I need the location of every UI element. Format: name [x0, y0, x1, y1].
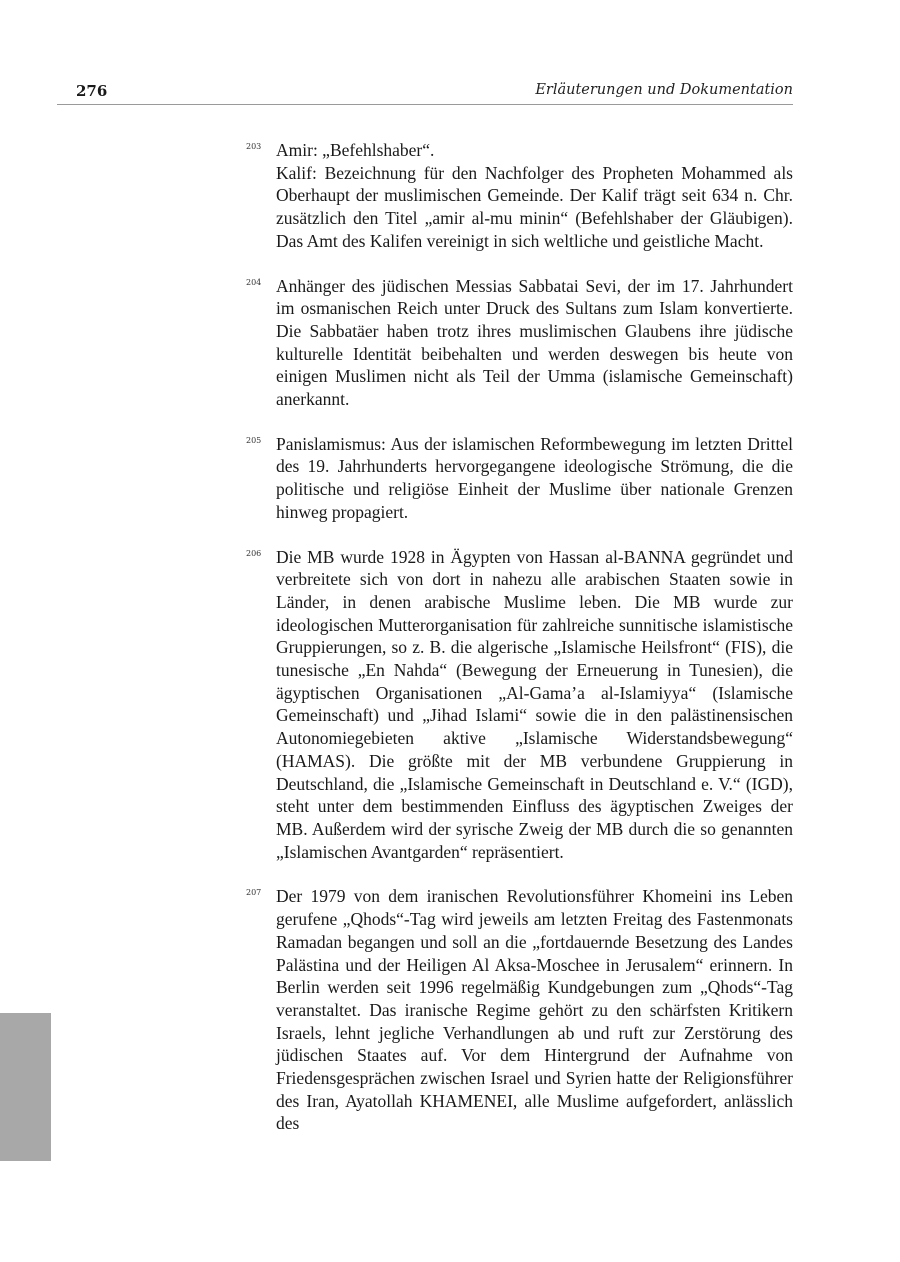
- note-number: 204: [246, 277, 262, 287]
- endnote-206: [243, 546, 793, 864]
- page-number: 276: [76, 82, 108, 100]
- note-number: 207: [246, 888, 262, 898]
- note-text: [276, 546, 793, 864]
- note-paragraph: Kalif: Bezeichnung für den Nachfolger des Propheten Mohammed als Oberhaupt der muslimischen Gemeinde. Der Kalif trägt seit 634 n. Chr. zusätzlich den Titel „amir al-mu minin“ (Befehlshaber der Gläubigen). Das Amt des Kalifen vereinigt in sich weltliche und geistliche Macht.: [276, 162, 793, 251]
- note-paragraph: Die MB wurde 1928 in Ägypten von Hassan al-BANNA gegründet und verbreitete sich von dort in nahezu alle arabischen Staaten sowie in Länder, in denen arabische Muslime leben. Die MB wurde zur ideologischen Mutterorganisation für zahlreiche sunnitische islamistische Gruppierungen, so z. B. die algerische „Islamische Heilsfront“ (FIS), die tunesische „En Nahda“ (Bewegung der Erneuerung in Tunesien), die ägyptischen Organisationen „Al-Gama’a al-Islamiyya“ (Islamische Gemeinschaft) und „Jihad Islami“ sowie die in den palästinensischen Autonomiegebieten aktive „Islamische Widerstandsbewegung“ (HAMAS). Die größte mit der MB verbundene Gruppierung in Deutschland, die „Islamische Gemeinschaft in Deutschland e. V.“ (IGD), steht unter dem bestimmenden Einfluss des ägyptischen Zweiges der MB. Außerdem wird der syrische Zweig der MB durch die so genannten „Islamischen Avantgarden“ repräsentiert.: [276, 546, 793, 862]
- note-paragraph: Anhänger des jüdischen Messias Sabbatai Sevi, der im 17. Jahrhundert im osmanischen Reich unter Druck des Sultans zum Islam konvertierte. Die Sabbatäer haben trotz ihres muslimischen Glaubens ihre jüdische kulturelle Identität beibehalten und werden deswegen bis heute von einigen Muslimen nicht als Teil der Umma (islamische Gemeinschaft) anerkannt.: [276, 275, 793, 410]
- running-title: Erläuterungen und Dokumentation: [535, 82, 793, 98]
- note-paragraph: Amir: „Befehlshaber“.: [276, 140, 435, 160]
- endnote-204: [243, 275, 793, 411]
- endnotes-list: [243, 139, 793, 1157]
- note-paragraph: Panislamismus: Aus der islamischen Reformbewegung im letzten Drittel des 19. Jahrhunderts hervorgegangene ideologische Strömung, die die politische und religiöse Einheit der Muslime über nationale Grenzen hinweg propagiert.: [276, 433, 793, 522]
- endnote-207: [243, 885, 793, 1135]
- note-text: [276, 275, 793, 411]
- note-paragraph: Der 1979 von dem iranischen Revolutionsführer Khomeini ins Leben gerufene „Qhods“-Tag wird jeweils am letzten Freitag des Fastenmonats Ramadan begangen und soll an die „fortdauernde Besetzung des Landes Palästina und der Heiligen Al Aksa-Moschee in Jerusalem“ erinnern. In Berlin werden seit 1996 regelmäßig Kundgebungen zum „Qhods“-Tag veranstaltet. Das iranische Regime gehört zu den schärfsten Kritikern Israels, lehnt jegliche Verhandlungen ab und ruft zur Zerstörung des jüdischen Staates auf. Vor dem Hintergrund der Aufnahme von Friedensgesprächen zwischen Israel und Syrien hatte der Religionsführer des Iran, Ayatollah KHAMENEI, alle Muslime aufgefordert, anlässlich des: [276, 886, 793, 1134]
- note-number: 206: [246, 548, 262, 558]
- page-header: [57, 80, 793, 105]
- note-text: [276, 139, 793, 253]
- note-text: [276, 885, 793, 1135]
- note-number: 205: [246, 435, 262, 445]
- endnote-203: [243, 139, 793, 253]
- note-number: 203: [246, 142, 262, 151]
- thumb-index-tab: [0, 1013, 51, 1161]
- endnote-205: [243, 433, 793, 524]
- note-text: [276, 433, 793, 524]
